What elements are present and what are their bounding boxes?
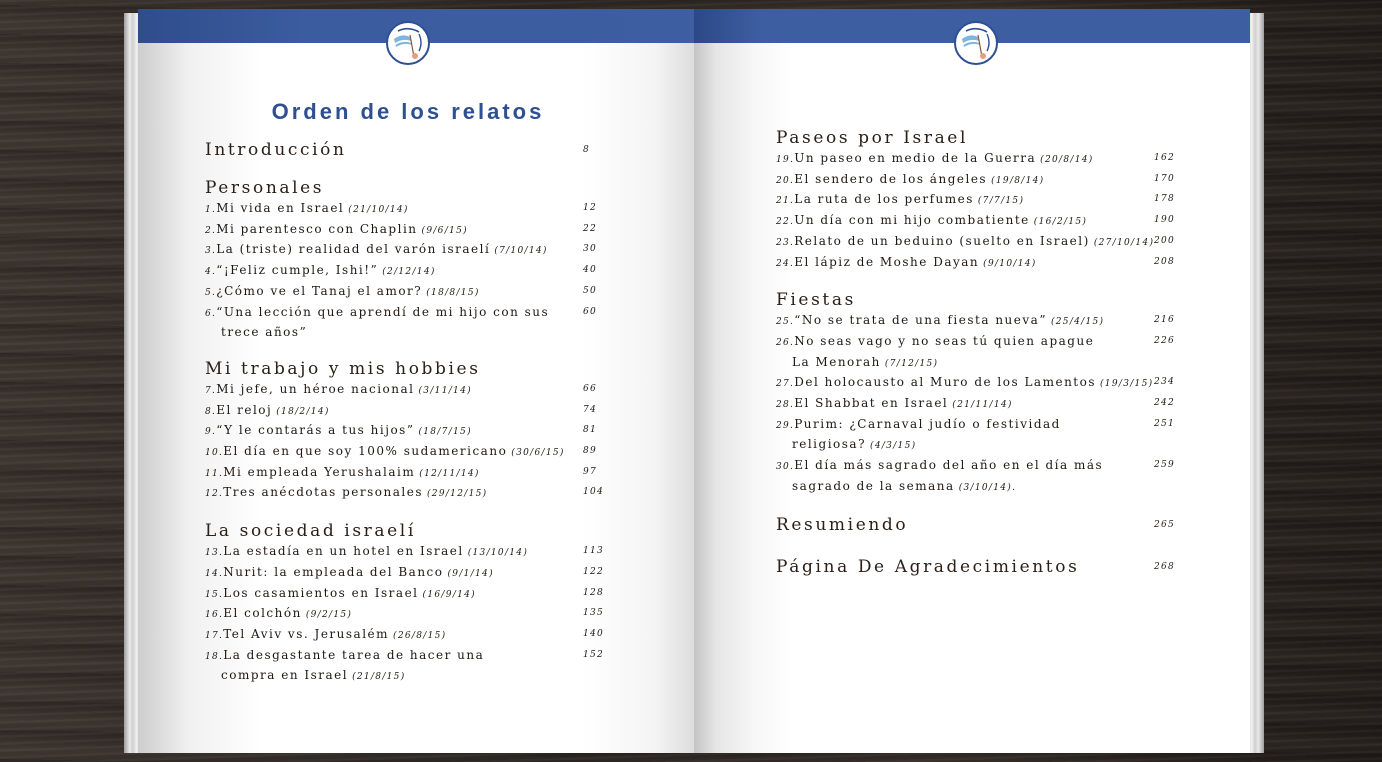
entry-number: 23. [776,237,795,248]
entry-title: Purim: ¿Carnaval judío o festividad [794,416,1061,431]
page-number: 226 [1154,335,1176,346]
book-logo-icon [954,21,998,65]
entry-title: El sendero de los ángeles [794,171,988,186]
entry-title: No seas vago y no seas tú quien apague [794,333,1095,348]
entry-number: 10. [205,448,224,459]
toc-entry[interactable] [776,332,1196,373]
toc-entry[interactable] [776,170,1196,191]
page-number: 140 [583,628,605,639]
toc-entry[interactable] [205,625,645,646]
section-heading [205,139,645,161]
entry-title-continued: La Menorah [792,354,881,369]
entry-title: La (triste) realidad del varón israelí [216,242,491,257]
entry-number: 28. [776,400,795,411]
entry-date: (26/8/15) [393,630,447,641]
section-heading[interactable] [776,514,1196,536]
page-number: 104 [583,487,605,498]
page-number: 113 [583,546,605,557]
section-title: Paseos por Israel [776,128,969,148]
entry-number: 27. [776,379,795,390]
entry-title: El lápiz de Moshe Dayan [794,254,980,269]
entry-title: La estadía en un hotel en Israel [223,544,464,559]
section-heading [205,520,645,542]
toc-entry[interactable] [205,401,645,422]
entry-date: (21/8/15) [352,672,406,683]
toc-entry[interactable] [205,463,645,484]
entry-title: El día en que soy 100% sudamericano [223,444,508,459]
entry-title: La ruta de los perfumes [794,192,974,207]
entry-number: 5. [205,287,217,298]
toc-entry[interactable] [205,282,645,303]
toc-column-right [776,127,1196,578]
entry-date: (18/2/14) [276,406,330,417]
entry-title: El colchón [223,606,302,621]
entry-date: (3/11/14) [418,385,472,396]
page-number: 265 [1154,519,1176,530]
toc-entry[interactable] [776,373,1196,394]
toc-entry[interactable] [776,232,1196,253]
entry-title: Un paseo en medio de la Guerra [794,151,1037,165]
entry-date: (9/6/15) [421,225,468,236]
entry-number: 8. [205,406,217,417]
entry-title: Los casamientos en Israel [223,585,419,600]
entry-number: 2. [205,225,217,236]
entry-date: (12/11/14) [419,468,480,479]
toc-entry[interactable] [205,646,645,687]
toc-entry[interactable] [776,253,1196,274]
entry-date: (21/10/14) [348,205,409,215]
entry-date: (16/2/15) [1033,217,1088,228]
page-number: 190 [1154,215,1176,226]
entry-title: Mi empleada Yerushalaim [223,464,416,479]
page-number: 89 [583,446,598,457]
entry-number: 17. [205,630,224,641]
page-number: 22 [583,223,598,234]
entry-number: 29. [776,420,795,431]
entry-title-continued: religiosa? [792,437,867,452]
section-heading [776,127,1196,149]
entry-number: 11. [205,468,224,479]
toc-entry[interactable] [205,542,645,563]
section-title: Personales [205,178,325,198]
entry-date: (9/2/15) [305,610,353,621]
page-number: 66 [583,383,598,394]
toc-entry[interactable] [776,211,1196,232]
section-title: La sociedad israelí [205,521,416,542]
toc-entry[interactable] [776,456,1196,497]
page-number: 216 [1154,315,1176,326]
page-number: 12 [583,203,598,213]
section-heading [205,177,645,199]
page-number: 259 [1154,460,1176,471]
page-number: 200 [1154,235,1176,246]
entry-number: 20. [776,175,795,186]
section-title: Página De Agradecimientos [776,556,1080,577]
entry-number: 26. [776,337,795,348]
page-number: 40 [583,265,598,276]
entry-date: (3/10/14). [958,482,1017,493]
entry-date: (21/11/14) [952,400,1013,411]
toc-entry[interactable] [205,240,645,261]
entry-title: Tel Aviv vs. Jerusalém [223,626,390,641]
entry-date: (25/4/15) [1050,317,1105,328]
entry-number: 30. [776,462,795,473]
entry-date: (13/10/14) [467,548,529,559]
entry-number: 19. [776,155,795,165]
entry-title: Del holocausto al Muro de los Lamentos [794,375,1096,390]
entry-title: Relato de un beduino (suelto en Israel) [794,233,1090,248]
entry-date: (7/10/14) [494,246,548,257]
toc-entry[interactable] [776,149,1196,170]
page-edges-right [1248,13,1264,753]
section-title: Mi trabajo y mis hobbies [205,358,481,379]
page-number: 170 [1154,173,1176,184]
entry-title: El Shabbat en Israel [794,396,949,411]
page-number: 60 [583,306,598,317]
page-number: 30 [583,244,598,255]
entry-date: (29/12/15) [426,489,488,500]
entry-title: El día más sagrado del año en el día más [794,458,1104,473]
entry-title: “¡Feliz cumple, Ishi!” [216,263,379,278]
entry-title: “No se trata de una fiesta nueva” [794,313,1047,328]
page-number: 268 [1154,561,1176,572]
page-number: 128 [583,587,605,598]
page-number: 135 [583,608,605,619]
entry-number: 25. [776,317,795,328]
entry-number: 6. [205,308,217,319]
section-heading [776,289,1196,311]
entry-number: 16. [205,610,224,621]
entry-number: 12. [205,489,224,500]
entry-title: Tres anécdotas personales [223,485,423,500]
entry-date: (19/3/15) [1100,379,1154,390]
page-number: 122 [583,566,605,577]
entry-date: (16/9/14) [422,589,476,600]
entry-title: Mi jefe, un héroe nacional [216,381,415,396]
entry-title: La desgastante tarea de hacer una [223,647,485,662]
right-page [694,9,1250,753]
toc-entry[interactable] [205,584,645,605]
entry-date: (9/1/14) [447,568,494,579]
entry-title-continued: trece años” [221,325,308,340]
page-number: 8 [583,145,591,155]
entry-number: 3. [205,246,217,257]
left-page [138,9,694,753]
open-book [124,9,1264,755]
toc-entry[interactable] [205,604,645,625]
entry-number: 9. [205,427,217,438]
entry-date: (9/10/14) [983,258,1037,269]
entry-date: (18/7/15) [418,427,472,438]
section-heading [205,358,645,380]
entry-title: “Y le contarás a tus hijos” [216,423,415,438]
toc-entry[interactable] [776,190,1196,211]
entry-title-continued: sagrado de la semana [792,478,955,493]
entry-number: 13. [205,548,224,559]
toc-entry[interactable] [205,261,645,282]
entry-title: Nurit: la empleada del Banco [223,564,444,579]
toc-title: Orden de los relatos [271,99,545,124]
entry-date: (20/8/14) [1040,155,1094,165]
entry-date: (27/10/14) [1093,237,1155,248]
entry-number: 18. [205,651,224,662]
entry-date: (7/7/15) [977,196,1025,207]
entry-number: 14. [205,568,224,579]
entry-number: 22. [776,217,795,228]
section-heading[interactable] [776,556,1196,578]
page-number: 242 [1154,398,1176,409]
page-number: 74 [583,404,598,415]
entry-date: (7/12/15) [884,358,939,369]
toc-entry[interactable] [205,380,645,401]
entry-number: 1. [205,205,217,215]
page-number: 251 [1154,418,1176,429]
page-number: 50 [583,285,598,296]
entry-title: “Una lección que aprendí de mi hijo con sus [216,304,550,319]
entry-number: 24. [776,258,795,269]
section-title: Resumiendo [776,514,909,535]
toc-entry[interactable] [205,199,645,220]
toc-entry[interactable] [205,483,645,504]
entry-number: 21. [776,196,795,207]
page-number: 152 [583,649,605,660]
entry-date: (30/6/15) [511,448,565,459]
entry-title: Mi vida en Israel [216,201,345,215]
page-number: 234 [1154,377,1176,388]
toc-entry[interactable] [205,220,645,241]
section-title: Fiestas [776,290,856,311]
entry-date: (19/8/14) [991,175,1045,186]
entry-number: 7. [205,385,217,396]
entry-title: Mi parentesco con Chaplin [216,221,418,236]
page-number: 81 [583,425,598,436]
toc-column-left [205,139,645,687]
toc-entry[interactable] [776,415,1196,456]
toc-entry[interactable] [776,311,1196,332]
toc-entry[interactable] [776,394,1196,415]
page-number: 97 [583,466,598,477]
entry-date: (4/3/15) [870,441,917,452]
entry-title: Un día con mi hijo combatiente [794,213,1030,228]
page-number: 162 [1154,153,1176,163]
entry-number: 15. [205,589,224,600]
entry-date: (18/8/15) [426,287,480,298]
book-logo-icon [386,21,430,65]
toc-entry[interactable] [205,442,645,463]
section-title: Introducción [205,140,347,160]
toc-entry[interactable] [205,563,645,584]
toc-entry[interactable] [205,303,645,342]
entry-title: ¿Cómo ve el Tanaj el amor? [216,283,423,298]
page-number: 208 [1154,256,1176,267]
entry-date: (2/12/14) [382,267,436,278]
entry-number: 4. [205,267,217,278]
entry-title-continued: compra en Israel [221,668,349,683]
entry-title: El reloj [216,402,273,417]
page-number: 178 [1154,194,1176,205]
toc-entry[interactable] [205,421,645,442]
